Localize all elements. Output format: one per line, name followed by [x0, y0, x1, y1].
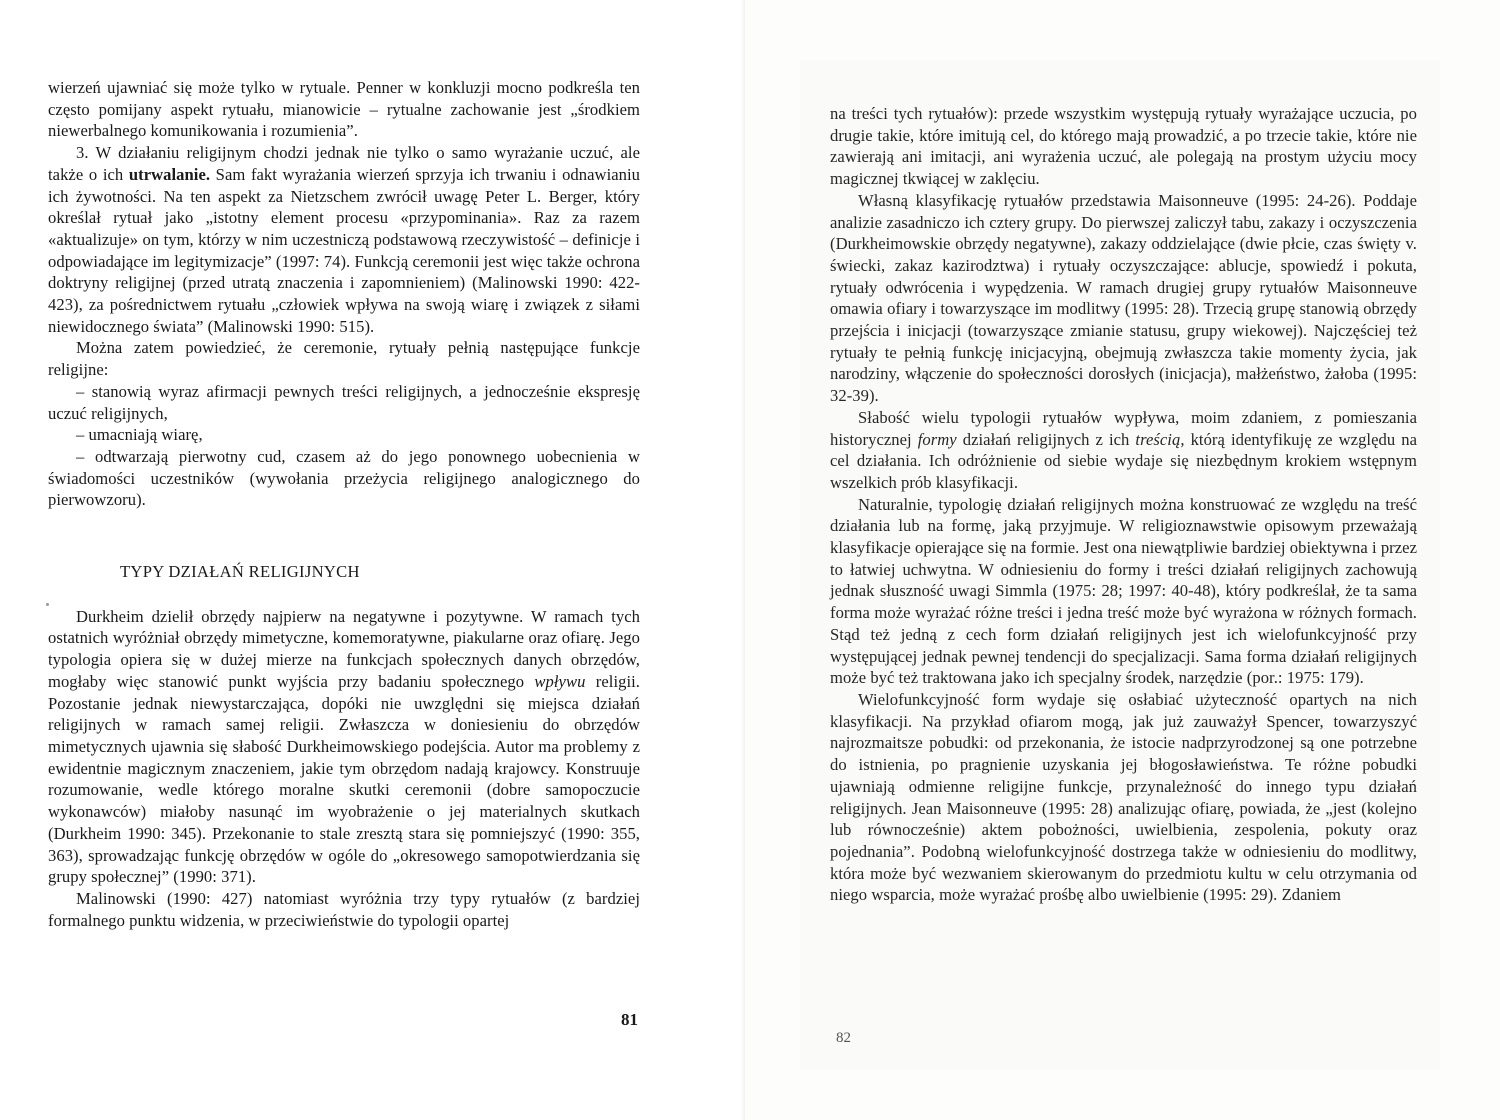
emphasis-italic: treścią,	[1135, 429, 1185, 449]
left-page-text	[48, 77, 640, 931]
paragraph: na treści tych rytuałów): przede wszystkim występują rytuały wyrażające uczucia, po drugie takie, które imitują cel, do którego mają prowadzić, a po trzecie takie, które nie zawierają ani imitacji, ani wyrażenia uczuć, ale polegają na prostym użyciu mocy magicznej tkwiącej w zaklęciu.	[830, 104, 1417, 189]
list-item: – odtwarzają pierwotny cud, czasem aż do jego ponownego uobecnienia w świadomości uczestników (wywołania przeżycia religijnego analogicznego do pierwowzoru).	[48, 446, 640, 510]
left-page	[0, 0, 745, 1120]
emphasis-bold: utrwalanie.	[128, 164, 211, 184]
emphasis-italic: formy	[917, 429, 957, 449]
list-item: – stanowią wyraz afirmacji pewnych treści religijnych, a jednocześnie ekspresję uczuć religijnych,	[48, 381, 640, 423]
paragraph: Naturalnie, typologię działań religijnych można konstruować ze względu na treść działania lub na formę, jaką przyjmuje. W religioznawstwie opisowym przeważają klasyfikacje opierające się na formie. Jest ona niewątpliwie bardziej obiektywna i przez to łatwiej uchwytna. W odniesieniu do formy i treści działań religijnych zachowują jednak słuszność uwagi Simmla (1975: 28; 1997: 40-48), który podkreślał, że ta sama forma może wyrażać różne treści i jedna treść może być wyrażona w różnych formach. Stąd też jedną z cech form działań religijnych jest ich wielofunkcyjność przy występującej jednak pewnej tendencji do specjalizacji. Sama forma działań religijnych może być też traktowana jako ich specjalny środek, narzędzie (por.: 1975: 179).	[830, 494, 1417, 688]
paragraph: wierzeń ujawniać się może tylko w rytuale. Penner w konkluzji mocno podkreśla ten często pomijany aspekt rytuału, mianowicie – rytualne zachowanie jest „środkiem niewerbalnego komunikowania i rozumienia”.	[48, 78, 640, 141]
paragraph: Można zatem powiedzieć, że ceremonie, rytuały pełnią następujące funkcje religijne:	[48, 338, 640, 380]
paragraph: Durkheim dzielił obrzędy najpierw na negatywne i pozytywne. W ramach tych ostatnich wyróżniał obrzędy mimetyczne, komemoratywne, piakularne oraz ofiarę. Jego typologia opiera się w dużej mierze na funkcjach społecznych danych obrzędów, mogłaby więc stanowić punkt wyjścia przy badaniu społecznego wpływu religii. Pozostanie jednak niewystarczająca, dopóki nie uwzględni się miejsca działań religijnych w ramach samej religii. Zwłaszcza w doniesieniu do obrzędów mimetycznych ujawnia się słabość Durkheimowskiego podejścia. Autor ma problemy z ewidentnie magicznym znaczeniem, jakie tym obrzędom nadają krajowcy. Konstruuje rozumowanie, wedle którego moralne skutki ceremonii (dobre samopoczucie wykonawców) miałoby nasunąć im wyobrażenie o jej materialnych skutkach (Durkheim 1990: 345). Przekonanie to stale zresztą stara się pomniejszyć (1990: 355, 363), sprowadzając funkcję obrzędów w ogóle do „okresowego samopotwierdzania się grupy społecznej” (1990: 371).	[48, 606, 640, 887]
paragraph: Malinowski (1990: 427) natomiast wyróżnia trzy typy rytuałów (z bardziej formalnego punktu widzenia, w przeciwieństwie do typologii opartej	[48, 888, 640, 930]
paragraph: Wielofunkcyjność form wydaje się osłabiać użyteczność opartych na nich klasyfikacji. Na przykład ofiarom mogą, jak już zauważył Spencer, towarzyszyć najrozmaitsze pobudki: od przekonania, że istocie nadprzyrodzonej są one potrzebne do istnienia, po pragnienie uzyskania jej błogosławieństwa. Te różne pobudki ujawniają odmienne religijne funkcje, przynależność do innego typu działań religijnych. Jean Maisonneuve (1995: 28) analizując ofiarę, powiada, że „jest (kolejno lub równocześnie) aktem pobożności, uwielbienia, zespolenia, pokuty oraz pojednania”. Podobną wielofunkcyjność dostrzega także w odniesieniu do modlitwy, która może być wezwaniem skierowanym do przedmiotu kultu w celu otrzymania od niego wsparcia, może wyrażać prośbę albo uwielbienie (1995: 29). Zdaniem	[830, 689, 1417, 905]
paragraph: Własną klasyfikację rytuałów przedstawia Maisonneuve (1995: 24-26). Poddaje analizie zasadniczo ich cztery grupy. Do pierwszej zaliczył tabu, zakazy i oczyszczenia (Durkheimowskie obrzędy negatywne), zakazy oddzielające (dwie płcie, czas święty v. świecki, zakaz kazirodztwa) i rytuały oczyszczające: ablucje, spowiedź i pokuta, rytuały odwrócenia i wypędzenia. W ramach drugiej grupy rytuałów Maisonneuve omawia ofiary i towarzyszące im modlitwy (1995: 28). Trzecią grupę stanowią obrzędy przejścia i inicjacji (towarzyszące zmianie statusu, grupy wiekowej). Najczęściej też rytuały te pełnią funkcję inicjacyjną, obejmują zwłaszcza takie momenty życia, jak narodziny, włączenie do społeczności dorosłych (inicjacja), małżeństwo, żałoba (1995: 32-39).	[830, 190, 1417, 406]
page-number: 82	[836, 1030, 851, 1046]
page-number: 81	[621, 1010, 638, 1029]
scan-speck	[46, 603, 49, 606]
paragraph: Słabość wielu typologii rytuałów wypływa, moim zdaniem, z pomieszania historycznej formy działań religijnych z ich treścią, którą identyfikuję ze względu na cel działania. Ich odróżnienie od siebie wydaje się niezbędnym krokiem wstępnym wszelkich prób klasyfikacji.	[830, 407, 1417, 492]
right-page-text	[830, 103, 1417, 906]
emphasis-italic: wpływu	[534, 671, 586, 691]
list-item: – umacniają wiarę,	[76, 425, 203, 445]
section-heading: TYPY DZIAŁAŃ RELIGIJNYCH	[120, 562, 360, 582]
paragraph: 3. W działaniu religijnym chodzi jednak nie tylko o samo wyrażanie uczuć, ale także o ich utrwalanie. Sam fakt wyrażania wierzeń sprzyja ich trwaniu i odnawianiu ich żywotności. Na ten aspekt za Nietzschem zwrócił uwagę Peter L. Berger, który określał rytuał jako „istotny element procesu «przypominania». Raz za razem «aktualizuje» on tym, którzy w nim uczestniczą podstawową rzeczywistość – definicje i odpowiadające im legitymizacje” (1997: 74). Funkcją ceremonii jest więc także ochrona doktryny religijnej (przed utratą znaczenia i zapomnieniem) (Malinowski 1990: 422-423), za pośrednictwem rytuału „człowiek wpływa na swoją wiarę i związek z siłami niewidocznego świata” (Malinowski 1990: 515).	[48, 143, 640, 336]
